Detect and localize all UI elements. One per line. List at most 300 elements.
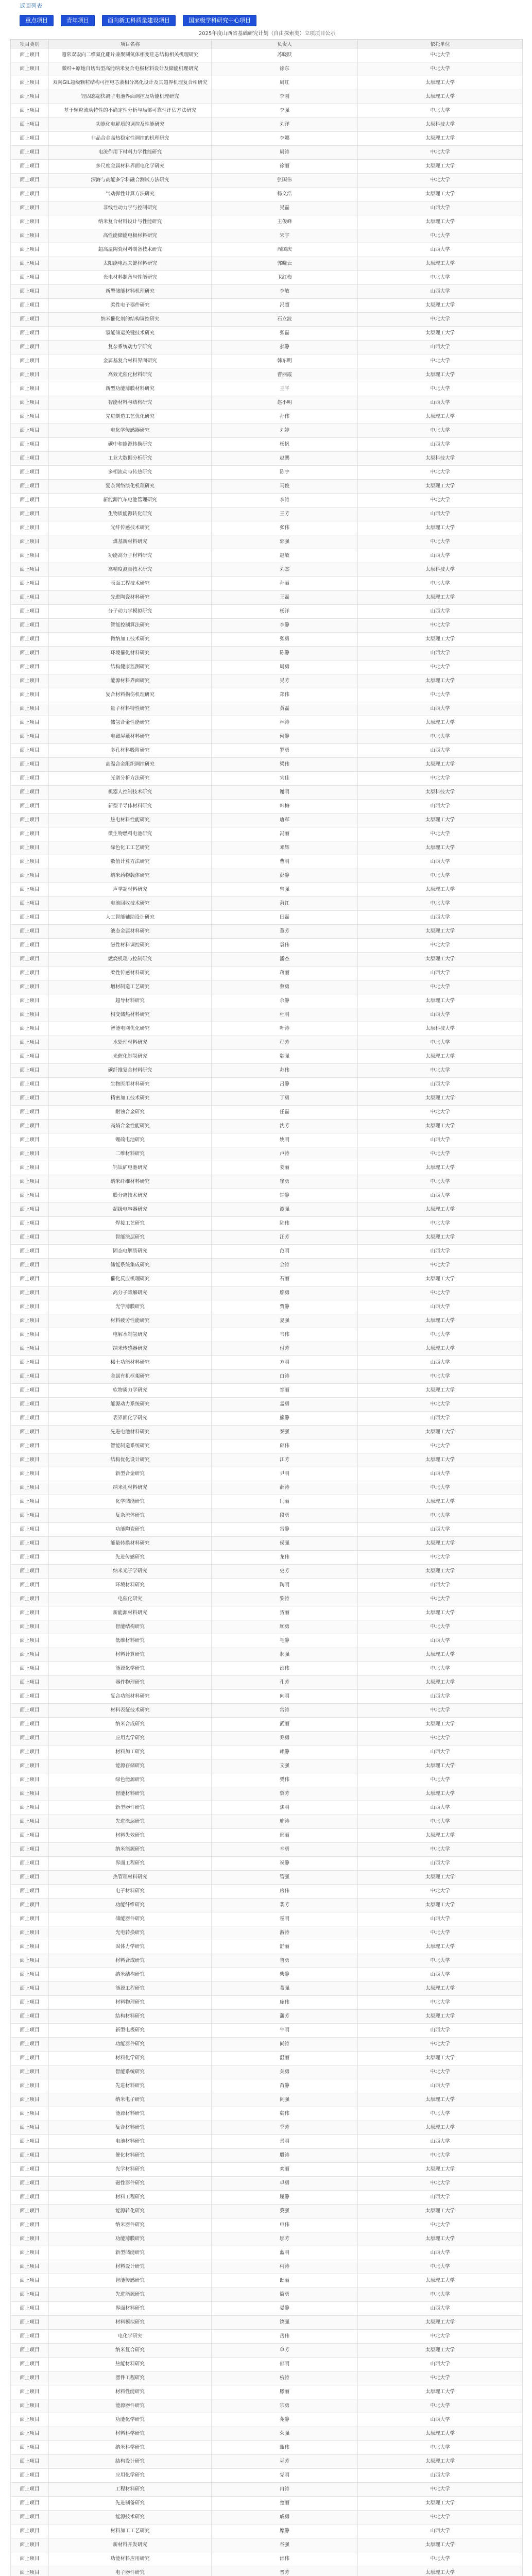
cell-project-name: 复合材料损伤机理研究 bbox=[49, 688, 212, 702]
cell-leader: 党明 bbox=[212, 2469, 358, 2483]
cell-category: 面上项目 bbox=[11, 1314, 49, 1328]
cell-leader: 尹明 bbox=[212, 1467, 358, 1481]
cell-project-name: 复合材料研究 bbox=[49, 2121, 212, 2135]
table-row bbox=[11, 62, 523, 76]
cell-institution: 中北大学 bbox=[358, 424, 523, 438]
cell-category: 面上项目 bbox=[11, 814, 49, 827]
cell-project-name: 电池回收技术研究 bbox=[49, 897, 212, 911]
cell-project-name: 能量转换材料研究 bbox=[49, 1537, 212, 1551]
cell-institution: 山西大学 bbox=[358, 1008, 523, 1022]
table-row bbox=[11, 1231, 523, 1245]
cell-institution: 太原理工大学 bbox=[358, 1676, 523, 1690]
cell-institution: 太原科技大学 bbox=[358, 1022, 523, 1036]
cell-institution: 太原理工大学 bbox=[358, 883, 523, 897]
cell-project-name: 材料设计研究 bbox=[49, 2260, 212, 2274]
cell-institution: 中北大学 bbox=[358, 1175, 523, 1189]
cell-leader: 赵鹏 bbox=[212, 452, 358, 466]
cell-category: 面上项目 bbox=[11, 1662, 49, 1676]
table-row bbox=[11, 2163, 523, 2177]
table-row bbox=[11, 1662, 523, 1676]
cell-leader: 钟静 bbox=[212, 1189, 358, 1203]
table-row bbox=[11, 382, 523, 396]
table-row bbox=[11, 549, 523, 563]
cell-category: 面上项目 bbox=[11, 2371, 49, 2385]
cell-project-name: 新型储能研究 bbox=[49, 2246, 212, 2260]
cell-leader: 晋芳 bbox=[212, 2566, 358, 2576]
cell-category: 面上项目 bbox=[11, 1843, 49, 1857]
cell-category: 面上项目 bbox=[11, 2344, 49, 2358]
table-row bbox=[11, 494, 523, 507]
cell-leader: 何静 bbox=[212, 730, 358, 744]
cell-institution: 中北大学 bbox=[358, 2288, 523, 2302]
cell-project-name: 柔性电子器件研究 bbox=[49, 299, 212, 313]
cell-project-name: 材料科学研究 bbox=[49, 2427, 212, 2441]
cell-institution: 中北大学 bbox=[358, 2552, 523, 2566]
cell-institution: 太原理工大学 bbox=[358, 591, 523, 605]
cell-project-name: 软物质力学研究 bbox=[49, 1384, 212, 1398]
cell-leader: 赖静 bbox=[212, 1745, 358, 1759]
cell-project-name: 智能制造系统研究 bbox=[49, 1439, 212, 1453]
cell-institution: 中北大学 bbox=[358, 897, 523, 911]
cell-leader: 卢涛 bbox=[212, 1147, 358, 1161]
table-row bbox=[11, 2302, 523, 2316]
table-row bbox=[11, 1676, 523, 1690]
cell-leader: 阎强 bbox=[212, 2093, 358, 2107]
cell-project-name: 纳米电子研究 bbox=[49, 2093, 212, 2107]
cell-leader: 杨文浩 bbox=[212, 188, 358, 201]
cell-category: 面上项目 bbox=[11, 2413, 49, 2427]
cell-project-name: 生物医用材料研究 bbox=[49, 1078, 212, 1092]
cell-leader: 李刚 bbox=[212, 90, 358, 104]
cell-project-name: 光催化制氢研究 bbox=[49, 1050, 212, 1064]
cell-institution: 中北大学 bbox=[358, 1592, 523, 1606]
cell-category: 面上项目 bbox=[11, 2232, 49, 2246]
cell-category: 面上项目 bbox=[11, 2079, 49, 2093]
table-row bbox=[11, 2260, 523, 2274]
cell-category: 面上项目 bbox=[11, 1120, 49, 1133]
cell-category: 面上项目 bbox=[11, 2107, 49, 2121]
table-row bbox=[11, 1815, 523, 1829]
cell-project-name: 结构材料研究 bbox=[49, 2010, 212, 2024]
cell-project-name: 多孔材料吸附研究 bbox=[49, 744, 212, 758]
cell-project-name: 功能陶瓷研究 bbox=[49, 1523, 212, 1537]
cell-institution: 太原理工大学 bbox=[358, 716, 523, 730]
cell-project-name: 智能传感研究 bbox=[49, 2274, 212, 2288]
cell-project-name: 碳纤维复合材料研究 bbox=[49, 1064, 212, 1078]
cell-institution: 山西大学 bbox=[358, 2413, 523, 2427]
new-engineering-project-button[interactable]: 面向新工科质量建设项目 bbox=[102, 15, 176, 26]
cell-leader: 董芳 bbox=[212, 925, 358, 939]
cell-leader: 冉涛 bbox=[212, 2483, 358, 2497]
cell-category: 面上项目 bbox=[11, 1106, 49, 1120]
cell-project-name: 先进陶瓷材料研究 bbox=[49, 591, 212, 605]
cell-project-name: 智能控制算法研究 bbox=[49, 619, 212, 633]
cell-category: 面上项目 bbox=[11, 104, 49, 118]
cell-category: 面上项目 bbox=[11, 2218, 49, 2232]
cell-project-name: 电流作用下材料力学性能研究 bbox=[49, 146, 212, 160]
cell-leader: 薛涛 bbox=[212, 1481, 358, 1495]
cell-category: 面上项目 bbox=[11, 2135, 49, 2149]
cell-category: 面上项目 bbox=[11, 1954, 49, 1968]
cell-institution: 山西大学 bbox=[358, 2191, 523, 2205]
table-row bbox=[11, 2177, 523, 2191]
cell-category: 面上项目 bbox=[11, 1384, 49, 1398]
cell-leader: 郝静 bbox=[212, 341, 358, 354]
cell-project-name: 金属有机框架研究 bbox=[49, 1370, 212, 1384]
cell-leader: 葛强 bbox=[212, 1982, 358, 1996]
cell-project-name: 超级电容器研究 bbox=[49, 1203, 212, 1217]
cell-institution: 山西大学 bbox=[358, 1634, 523, 1648]
table-row bbox=[11, 800, 523, 814]
cell-leader: 李涛 bbox=[212, 494, 358, 507]
cell-project-name: 绿色化工工艺研究 bbox=[49, 841, 212, 855]
cell-institution: 太原理工大学 bbox=[358, 1787, 523, 1801]
cell-category: 面上项目 bbox=[11, 2149, 49, 2163]
cell-institution: 中北大学 bbox=[358, 660, 523, 674]
cell-category: 面上项目 bbox=[11, 674, 49, 688]
cell-category: 面上项目 bbox=[11, 48, 49, 62]
cell-institution: 山西大学 bbox=[358, 507, 523, 521]
cell-project-name: 电化学传感器研究 bbox=[49, 424, 212, 438]
table-row bbox=[11, 1899, 523, 1912]
cell-leader: 邹丽 bbox=[212, 1384, 358, 1398]
table-row bbox=[11, 1495, 523, 1509]
cell-project-name: 光电材料制备与性能研究 bbox=[49, 271, 212, 285]
table-row bbox=[11, 1300, 523, 1314]
cell-category: 面上项目 bbox=[11, 1537, 49, 1551]
table-row bbox=[11, 2427, 523, 2441]
table-row bbox=[11, 1579, 523, 1592]
cell-category: 面上项目 bbox=[11, 1300, 49, 1314]
cell-leader: 袁伟 bbox=[212, 939, 358, 953]
cell-leader: 刘婷 bbox=[212, 424, 358, 438]
cell-category: 面上项目 bbox=[11, 2427, 49, 2441]
table-row bbox=[11, 285, 523, 299]
cell-leader: 郭强 bbox=[212, 535, 358, 549]
table-row bbox=[11, 2079, 523, 2093]
cell-project-name: 纳米结构研究 bbox=[49, 1968, 212, 1982]
cell-category: 面上项目 bbox=[11, 897, 49, 911]
cell-category: 面上项目 bbox=[11, 2552, 49, 2566]
key-project-button[interactable]: 重点项目 bbox=[20, 15, 54, 26]
cell-project-name: 新型合金研究 bbox=[49, 1467, 212, 1481]
table-row bbox=[11, 1217, 523, 1231]
cell-category: 面上项目 bbox=[11, 1620, 49, 1634]
cell-category: 面上项目 bbox=[11, 939, 49, 953]
cell-leader: 苏晓跃 bbox=[212, 48, 358, 62]
table-row bbox=[11, 1565, 523, 1579]
table-row bbox=[11, 1996, 523, 2010]
table-row bbox=[11, 758, 523, 772]
youth-project-button[interactable]: 青年项目 bbox=[61, 15, 95, 26]
cell-institution: 太原理工大学 bbox=[358, 1759, 523, 1773]
cell-category: 面上项目 bbox=[11, 2511, 49, 2524]
table-row bbox=[11, 1523, 523, 1537]
cell-institution: 太原理工大学 bbox=[358, 841, 523, 855]
cell-project-name: 光纤传感技术研究 bbox=[49, 521, 212, 535]
cell-category: 面上项目 bbox=[11, 118, 49, 132]
table-row bbox=[11, 2385, 523, 2399]
cell-category: 面上项目 bbox=[11, 1426, 49, 1439]
table-row bbox=[11, 368, 523, 382]
table-row bbox=[11, 2024, 523, 2038]
cell-institution: 中北大学 bbox=[358, 2260, 523, 2274]
table-row bbox=[11, 466, 523, 480]
table-row bbox=[11, 980, 523, 994]
cell-institution: 山西大学 bbox=[358, 1356, 523, 1370]
table-row bbox=[11, 1259, 523, 1273]
cell-leader: 熊静 bbox=[212, 1412, 358, 1426]
cell-leader: 邵伟 bbox=[212, 1662, 358, 1676]
table-row bbox=[11, 730, 523, 744]
cell-project-name: 磁性材料调控研究 bbox=[49, 939, 212, 953]
table-row bbox=[11, 1745, 523, 1759]
cell-institution: 太原科技大学 bbox=[358, 563, 523, 577]
cell-institution: 山西大学 bbox=[358, 2024, 523, 2038]
cell-institution: 太原理工大学 bbox=[358, 1203, 523, 1217]
cell-leader: 杜明 bbox=[212, 1008, 358, 1022]
table-row bbox=[11, 619, 523, 633]
table-row bbox=[11, 2497, 523, 2511]
cell-leader: 闫丽 bbox=[212, 1495, 358, 1509]
cell-category: 面上项目 bbox=[11, 702, 49, 716]
cell-project-name: 催化反应机理研究 bbox=[49, 1273, 212, 1286]
table-row bbox=[11, 1704, 523, 1718]
cell-leader: 李娜 bbox=[212, 132, 358, 146]
cell-category: 面上项目 bbox=[11, 1147, 49, 1161]
cell-leader: 邱伟 bbox=[212, 1439, 358, 1453]
cell-leader: 罗勇 bbox=[212, 744, 358, 758]
cell-institution: 中北大学 bbox=[358, 271, 523, 285]
cell-category: 面上项目 bbox=[11, 1996, 49, 2010]
table-row bbox=[11, 188, 523, 201]
cell-leader: 邰伟 bbox=[212, 2552, 358, 2566]
cell-project-name: 新型储能材料机理研究 bbox=[49, 285, 212, 299]
cell-institution: 太原理工大学 bbox=[358, 2385, 523, 2399]
cell-institution: 中北大学 bbox=[358, 1704, 523, 1718]
cell-institution: 山西大学 bbox=[358, 744, 523, 758]
cell-category: 面上项目 bbox=[11, 2274, 49, 2288]
table-row bbox=[11, 90, 523, 104]
cell-institution: 中北大学 bbox=[358, 1620, 523, 1634]
cell-category: 面上项目 bbox=[11, 758, 49, 772]
cell-leader: 黎芳 bbox=[212, 1787, 358, 1801]
cell-project-name: 电子器件研究 bbox=[49, 2566, 212, 2576]
cell-category: 面上项目 bbox=[11, 2566, 49, 2576]
cell-category: 面上项目 bbox=[11, 160, 49, 174]
cell-category: 面上项目 bbox=[11, 76, 49, 90]
table-row bbox=[11, 2135, 523, 2149]
cell-project-name: 材料物理研究 bbox=[49, 1996, 212, 2010]
category-button-row bbox=[20, 14, 256, 27]
cell-category: 面上项目 bbox=[11, 577, 49, 591]
cell-project-name: 先进电池材料研究 bbox=[49, 1426, 212, 1439]
table-row bbox=[11, 2552, 523, 2566]
cell-project-name: 多尺度金属材料界面电化学研究 bbox=[49, 160, 212, 174]
cell-institution: 中北大学 bbox=[358, 1926, 523, 1940]
cell-project-name: 柔性传感材料研究 bbox=[49, 967, 212, 980]
cell-category: 面上项目 bbox=[11, 410, 49, 424]
table-row bbox=[11, 1064, 523, 1078]
cell-leader: 韦伟 bbox=[212, 1328, 358, 1342]
cell-project-name: 焊接工艺研究 bbox=[49, 1217, 212, 1231]
cell-project-name: 新型电极研究 bbox=[49, 2024, 212, 2038]
cell-leader: 尚涛 bbox=[212, 2038, 358, 2052]
cell-category: 面上项目 bbox=[11, 424, 49, 438]
cell-project-name: 储氢合金性能研究 bbox=[49, 716, 212, 730]
cell-project-name: 复杂网络演化机理研究 bbox=[49, 480, 212, 494]
cell-leader: 付芳 bbox=[212, 1342, 358, 1356]
table-row bbox=[11, 994, 523, 1008]
cell-category: 面上项目 bbox=[11, 452, 49, 466]
cell-leader: 周勇 bbox=[212, 660, 358, 674]
table-row bbox=[11, 1133, 523, 1147]
cell-category: 面上项目 bbox=[11, 744, 49, 758]
cell-institution: 太原理工大学 bbox=[358, 2344, 523, 2358]
cell-category: 面上项目 bbox=[11, 132, 49, 146]
table-row bbox=[11, 772, 523, 786]
cell-category: 面上项目 bbox=[11, 827, 49, 841]
cell-leader: 谷强 bbox=[212, 2538, 358, 2552]
cell-category: 面上项目 bbox=[11, 1815, 49, 1829]
cell-institution: 中北大学 bbox=[358, 2511, 523, 2524]
cell-leader: 崔勇 bbox=[212, 1175, 358, 1189]
cell-project-name: 新型器件研究 bbox=[49, 1801, 212, 1815]
cell-project-name: 环境催化材料研究 bbox=[49, 647, 212, 660]
cell-project-name: 能源材料研究 bbox=[49, 2107, 212, 2121]
cell-institution: 山西大学 bbox=[358, 1300, 523, 1314]
cell-institution: 中北大学 bbox=[358, 494, 523, 507]
cell-category: 面上项目 bbox=[11, 90, 49, 104]
cell-project-name: 功能高分子材料研究 bbox=[49, 549, 212, 563]
cell-category: 面上项目 bbox=[11, 2093, 49, 2107]
back-link[interactable]: 返回列表 bbox=[20, 3, 42, 9]
cell-institution: 山西大学 bbox=[358, 1245, 523, 1259]
cell-category: 面上项目 bbox=[11, 1968, 49, 1982]
cell-category: 面上项目 bbox=[11, 591, 49, 605]
cell-category: 面上项目 bbox=[11, 341, 49, 354]
cell-institution: 山西大学 bbox=[358, 855, 523, 869]
cell-project-name: 能源化学研究 bbox=[49, 1662, 212, 1676]
table-row bbox=[11, 410, 523, 424]
cell-institution: 太原科技大学 bbox=[358, 452, 523, 466]
cell-institution: 太原理工大学 bbox=[358, 1982, 523, 1996]
table-row bbox=[11, 1106, 523, 1120]
cell-institution: 太原理工大学 bbox=[358, 1648, 523, 1662]
table-row bbox=[11, 2469, 523, 2483]
cell-leader: 王芳 bbox=[212, 507, 358, 521]
cell-category: 面上项目 bbox=[11, 1606, 49, 1620]
cell-institution: 中北大学 bbox=[358, 2330, 523, 2344]
table-row bbox=[11, 1620, 523, 1634]
cell-institution: 太原理工大学 bbox=[358, 1231, 523, 1245]
cell-category: 面上项目 bbox=[11, 660, 49, 674]
table-row bbox=[11, 688, 523, 702]
cell-leader: 栾丽 bbox=[212, 2163, 358, 2177]
cell-project-name: 新型功能薄膜材料研究 bbox=[49, 382, 212, 396]
cell-category: 面上项目 bbox=[11, 1982, 49, 1996]
cell-leader: 向明 bbox=[212, 1690, 358, 1704]
table-row bbox=[11, 104, 523, 118]
cell-category: 面上项目 bbox=[11, 1453, 49, 1467]
cell-institution: 太原理工大学 bbox=[358, 480, 523, 494]
cell-institution: 山西大学 bbox=[358, 2524, 523, 2538]
cell-leader: 王俊峰 bbox=[212, 215, 358, 229]
table-row bbox=[11, 1843, 523, 1857]
cell-project-name: 光学薄膜研究 bbox=[49, 1300, 212, 1314]
cell-leader: 甄伟 bbox=[212, 2441, 358, 2455]
cell-category: 面上项目 bbox=[11, 953, 49, 967]
table-row bbox=[11, 1342, 523, 1356]
cell-category: 面上项目 bbox=[11, 1745, 49, 1759]
cell-project-name: 电解水制氢研究 bbox=[49, 1328, 212, 1342]
cell-leader: 邬芳 bbox=[212, 2232, 358, 2246]
cell-category: 面上项目 bbox=[11, 1370, 49, 1384]
cell-institution: 中北大学 bbox=[358, 772, 523, 786]
cell-leader: 杭涛 bbox=[212, 2371, 358, 2385]
cell-project-name: 非线性动力学与控制研究 bbox=[49, 201, 212, 215]
cell-leader: 陆伟 bbox=[212, 1217, 358, 1231]
cell-category: 面上项目 bbox=[11, 1523, 49, 1537]
table-row bbox=[11, 1551, 523, 1565]
cell-category: 面上项目 bbox=[11, 1092, 49, 1106]
cell-institution: 中北大学 bbox=[358, 2371, 523, 2385]
cell-category: 面上项目 bbox=[11, 480, 49, 494]
cell-project-name: 纳米能源研究 bbox=[49, 1843, 212, 1857]
cell-institution: 中北大学 bbox=[358, 1106, 523, 1120]
table-row bbox=[11, 1982, 523, 1996]
cell-leader: 孙伟 bbox=[212, 410, 358, 424]
table-row bbox=[11, 1801, 523, 1815]
cell-category: 面上项目 bbox=[11, 507, 49, 521]
cell-leader: 蒋丽 bbox=[212, 967, 358, 980]
cell-project-name: 智能结构研究 bbox=[49, 1620, 212, 1634]
cell-institution: 中北大学 bbox=[358, 354, 523, 368]
cell-category: 面上项目 bbox=[11, 2497, 49, 2511]
cell-institution: 太原理工大学 bbox=[358, 1871, 523, 1885]
table-row bbox=[11, 660, 523, 674]
cell-institution: 太原理工大学 bbox=[358, 90, 523, 104]
cell-category: 面上项目 bbox=[11, 2065, 49, 2079]
cell-institution: 太原理工大学 bbox=[358, 1453, 523, 1467]
cell-institution: 山西大学 bbox=[358, 1189, 523, 1203]
table-row bbox=[11, 1606, 523, 1620]
cell-project-name: 热能材料研究 bbox=[49, 2358, 212, 2371]
table-row bbox=[11, 1718, 523, 1732]
cell-leader: 史芳 bbox=[212, 1565, 358, 1579]
cell-institution: 太原理工大学 bbox=[358, 2316, 523, 2330]
table-row bbox=[11, 883, 523, 897]
cell-project-name: 材料加工研究 bbox=[49, 1745, 212, 1759]
cell-institution: 太原理工大学 bbox=[358, 2232, 523, 2246]
cell-project-name: 纳米传感器研究 bbox=[49, 1342, 212, 1356]
research-center-project-button[interactable]: 国家级学科研究中心项目 bbox=[183, 15, 256, 26]
cell-category: 面上项目 bbox=[11, 2288, 49, 2302]
cell-project-name: 液态金属材料研究 bbox=[49, 925, 212, 939]
cell-project-name: 材料加工工艺研究 bbox=[49, 2524, 212, 2538]
table-row bbox=[11, 2121, 523, 2135]
cell-leader: 石立波 bbox=[212, 313, 358, 327]
cell-project-name: 纳米科学研究 bbox=[49, 2441, 212, 2455]
cell-category: 面上项目 bbox=[11, 605, 49, 619]
cell-project-name: 新材料开发研究 bbox=[49, 2538, 212, 2552]
cell-project-name: 先进能源研究 bbox=[49, 2288, 212, 2302]
table-row bbox=[11, 1078, 523, 1092]
cell-category: 面上项目 bbox=[11, 299, 49, 313]
cell-project-name: 工业大数据分析研究 bbox=[49, 452, 212, 466]
cell-project-name: 材料合成研究 bbox=[49, 1954, 212, 1968]
cell-leader: 曹明 bbox=[212, 855, 358, 869]
